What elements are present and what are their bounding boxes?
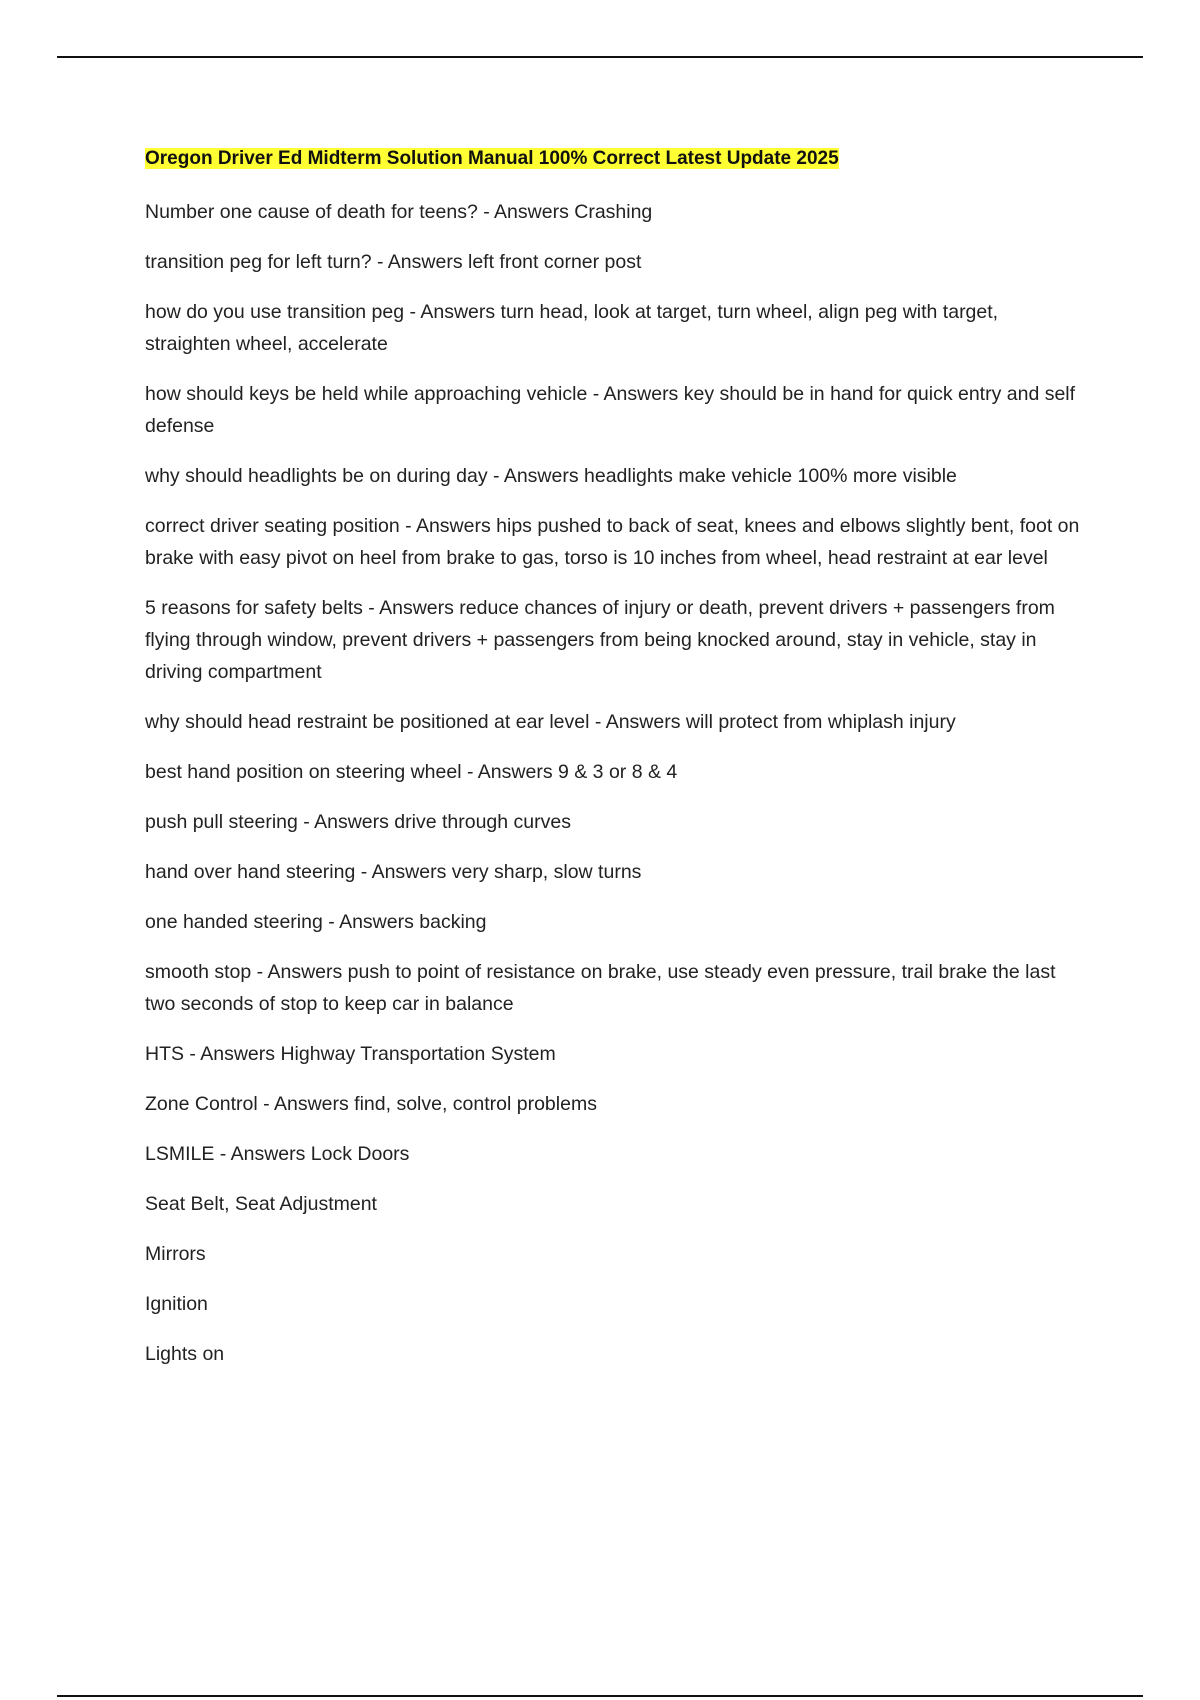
bottom-rule: [57, 1695, 1143, 1697]
list-item: Lights on: [145, 1343, 225, 1365]
qa-entry: Zone Control - Answers find, solve, control problems: [145, 1093, 597, 1115]
qa-entry: 5 reasons for safety belts - Answers reduce chances of injury or death, prevent drivers + passengers from flying through window, prevent drivers + passengers from being knocked around, stay in vehicle, stay in driving compartment: [145, 597, 1055, 683]
qa-entry: transition peg for left turn? - Answers left front corner post: [145, 251, 642, 273]
qa-entry: Number one cause of death for teens? - Answers Crashing: [145, 201, 653, 223]
list-item: Mirrors: [145, 1243, 206, 1265]
qa-entry: push pull steering - Answers drive through curves: [145, 811, 571, 833]
qa-entry: why should headlights be on during day - Answers headlights make vehicle 100% more visible: [145, 465, 957, 487]
qa-entry: HTS - Answers Highway Transportation System: [145, 1043, 556, 1065]
qa-entry: one handed steering - Answers backing: [145, 911, 487, 933]
qa-entry: smooth stop - Answers push to point of resistance on brake, use steady even pressure, trail brake the last two seconds of stop to keep car in balance: [145, 961, 1056, 1015]
title-block: [145, 145, 1080, 174]
qa-entry: correct driver seating position - Answers hips pushed to back of seat, knees and elbows slightly bent, foot on brake with easy pivot on heel from brake to gas, torso is 10 inches from wheel, head restraint at ear level: [145, 515, 1080, 569]
qa-entry: best hand position on steering wheel - Answers 9 & 3 or 8 & 4: [145, 761, 678, 783]
qa-entry: LSMILE - Answers Lock Doors: [145, 1143, 410, 1165]
qa-entry: how do you use transition peg - Answers turn head, look at target, turn wheel, align peg with target, straighten wheel, accelerate: [145, 301, 999, 355]
qa-entry: hand over hand steering - Answers very sharp, slow turns: [145, 861, 642, 883]
document-body: [145, 145, 1080, 1388]
qa-entry: how should keys be held while approaching vehicle - Answers key should be in hand for quick entry and self defense: [145, 383, 1076, 437]
qa-entry: why should head restraint be positioned at ear level - Answers will protect from whiplash injury: [145, 711, 956, 733]
top-rule: [57, 56, 1143, 58]
document-title: Oregon Driver Ed Midterm Solution Manual 100% Correct Latest Update 2025: [145, 148, 839, 169]
list-item: Ignition: [145, 1293, 208, 1315]
list-item: Seat Belt, Seat Adjustment: [145, 1193, 377, 1215]
